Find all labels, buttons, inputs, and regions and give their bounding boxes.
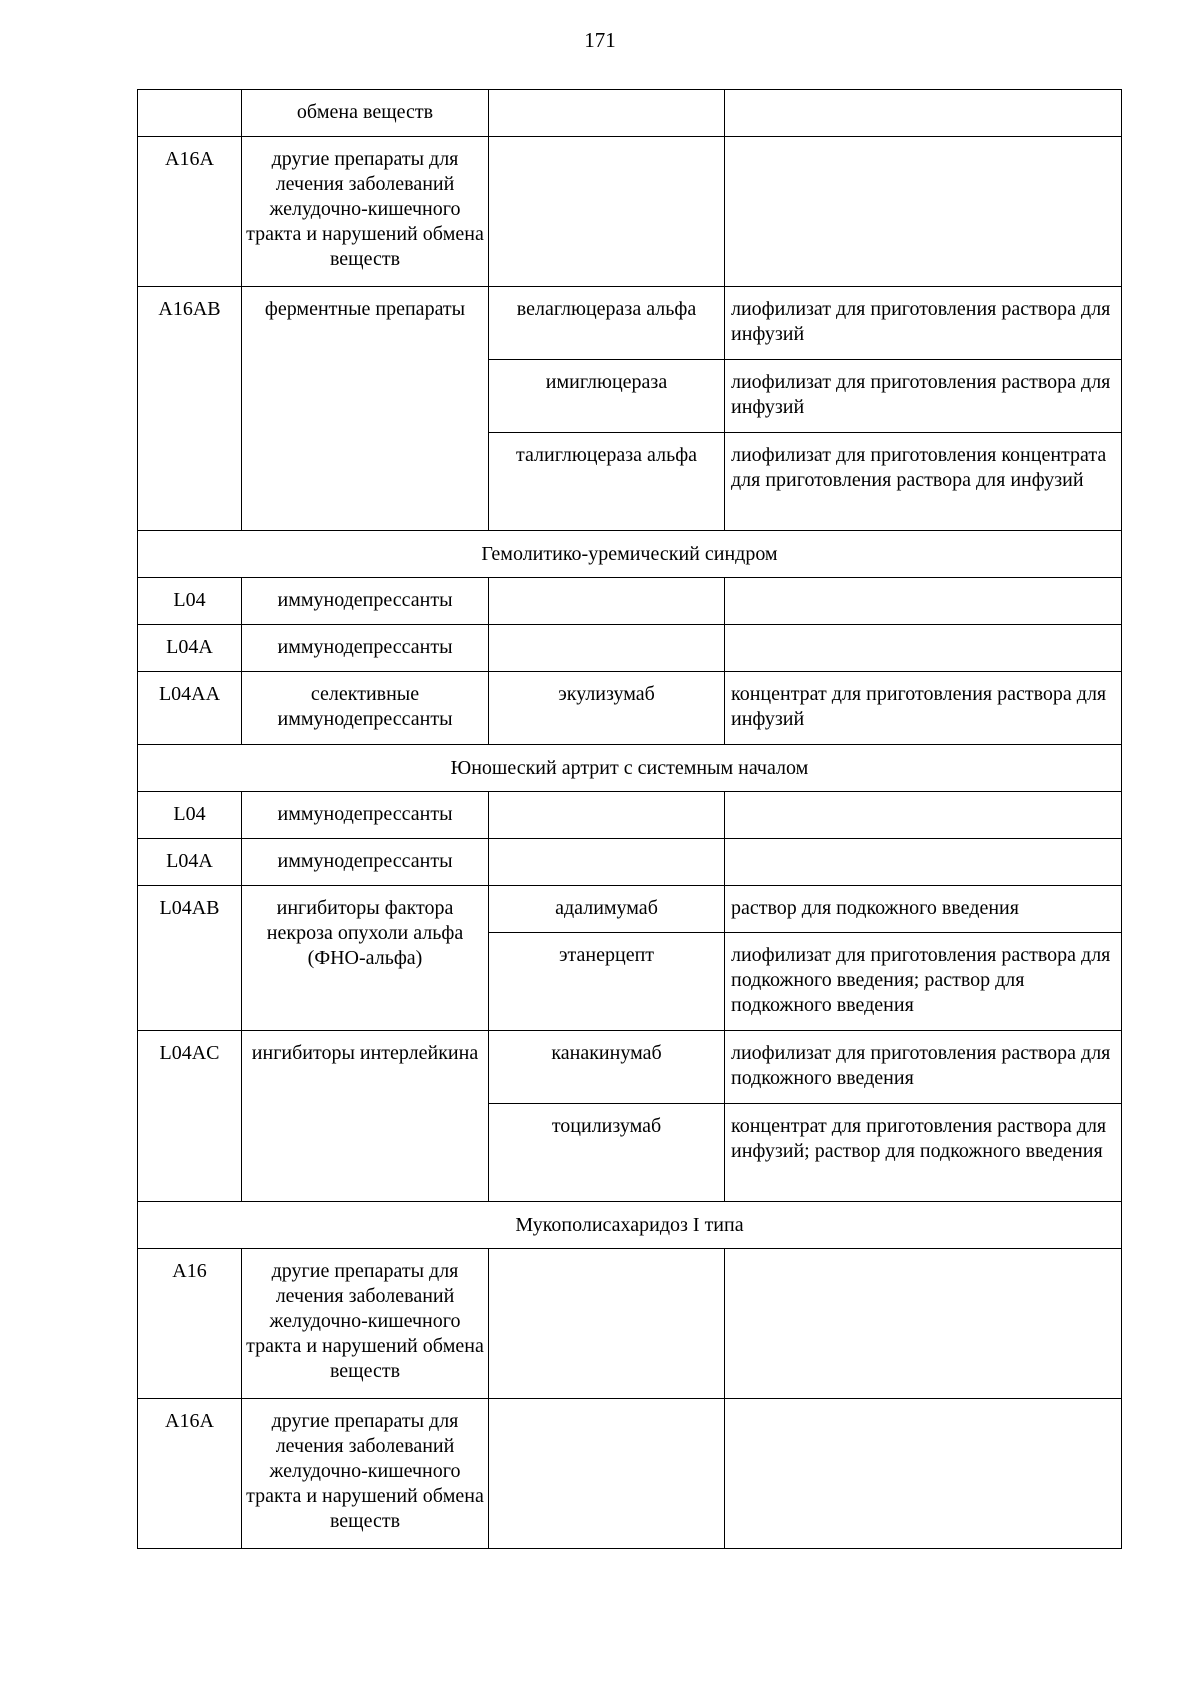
drug-cell xyxy=(489,578,725,625)
atc-code-cell: A16AB xyxy=(138,287,242,531)
form-cell xyxy=(725,839,1122,886)
group-cell: ферментные препараты xyxy=(242,287,489,531)
section-heading: Гемолитико-уремический синдром xyxy=(138,531,1122,578)
drug-cell xyxy=(489,625,725,672)
drug-cell: канакинумаб xyxy=(489,1031,725,1104)
drug-cell: адалимумаб xyxy=(489,886,725,933)
atc-code-cell: L04 xyxy=(138,792,242,839)
group-cell: другие препараты для лечения заболеваний желудочно-кишечного тракта и нарушений обмена веществ xyxy=(242,1249,489,1399)
form-cell xyxy=(725,578,1122,625)
atc-code-cell: L04A xyxy=(138,625,242,672)
group-cell: обмена веществ xyxy=(242,90,489,137)
table-row xyxy=(138,287,1122,360)
section-row xyxy=(138,745,1122,792)
table-row xyxy=(138,672,1122,745)
atc-code-cell: A16 xyxy=(138,1249,242,1399)
form-cell: лиофилизат для приготовления раствора для подкожного введения xyxy=(725,1031,1122,1104)
group-cell: ингибиторы фактора некроза опухоли альфа (ФНО-альфа) xyxy=(242,886,489,1031)
group-cell: другие препараты для лечения заболеваний желудочно-кишечного тракта и нарушений обмена веществ xyxy=(242,1399,489,1549)
form-cell: концентрат для приготовления раствора для инфузий; раствор для подкожного введения xyxy=(725,1104,1122,1202)
form-cell xyxy=(725,792,1122,839)
form-cell xyxy=(725,1399,1122,1549)
section-heading: Мукополисахаридоз I типа xyxy=(138,1202,1122,1249)
form-cell: лиофилизат для приготовления раствора для подкожного введения; раствор для подкожного введения xyxy=(725,933,1122,1031)
drug-cell: экулизумаб xyxy=(489,672,725,745)
table-row xyxy=(138,839,1122,886)
atc-code-cell: L04AA xyxy=(138,672,242,745)
group-cell: иммунодепрессанты xyxy=(242,792,489,839)
form-cell: лиофилизат для приготовления раствора для инфузий xyxy=(725,287,1122,360)
table-row xyxy=(138,1249,1122,1399)
form-cell: раствор для подкожного введения xyxy=(725,886,1122,933)
form-cell: лиофилизат для приготовления концентрата для приготовления раствора для инфузий xyxy=(725,433,1122,531)
atc-code-cell xyxy=(138,90,242,137)
drug-cell xyxy=(489,792,725,839)
form-cell xyxy=(725,90,1122,137)
drug-cell xyxy=(489,1399,725,1549)
table-row xyxy=(138,578,1122,625)
drug-cell: этанерцепт xyxy=(489,933,725,1031)
section-row xyxy=(138,1202,1122,1249)
drug-cell: талиглюцераза альфа xyxy=(489,433,725,531)
group-cell: другие препараты для лечения заболеваний желудочно-кишечного тракта и нарушений обмена веществ xyxy=(242,137,489,287)
drug-cell xyxy=(489,839,725,886)
atc-code-cell: A16A xyxy=(138,137,242,287)
drug-cell xyxy=(489,137,725,287)
atc-code-cell: L04AB xyxy=(138,886,242,1031)
table-row xyxy=(138,792,1122,839)
form-cell xyxy=(725,137,1122,287)
table-row xyxy=(138,90,1122,137)
drug-cell: имиглюцераза xyxy=(489,360,725,433)
group-cell: ингибиторы интерлейкина xyxy=(242,1031,489,1202)
page-number: 171 xyxy=(584,28,616,52)
atc-code-cell: A16A xyxy=(138,1399,242,1549)
form-cell xyxy=(725,1249,1122,1399)
drug-cell xyxy=(489,1249,725,1399)
table-row xyxy=(138,137,1122,287)
atc-code-cell: L04A xyxy=(138,839,242,886)
group-cell: иммунодепрессанты xyxy=(242,578,489,625)
drug-table xyxy=(137,89,1122,1549)
form-cell: лиофилизат для приготовления раствора для инфузий xyxy=(725,360,1122,433)
section-row xyxy=(138,531,1122,578)
form-cell xyxy=(725,625,1122,672)
table-row xyxy=(138,886,1122,933)
group-cell: селективные иммунодепрессанты xyxy=(242,672,489,745)
section-heading: Юношеский артрит с системным началом xyxy=(138,745,1122,792)
table-row xyxy=(138,1399,1122,1549)
atc-code-cell: L04AC xyxy=(138,1031,242,1202)
group-cell: иммунодепрессанты xyxy=(242,625,489,672)
drug-cell xyxy=(489,90,725,137)
drug-cell: тоцилизумаб xyxy=(489,1104,725,1202)
form-cell: концентрат для приготовления раствора для инфузий xyxy=(725,672,1122,745)
atc-code-cell: L04 xyxy=(138,578,242,625)
drug-cell: велаглюцераза альфа xyxy=(489,287,725,360)
table-row xyxy=(138,625,1122,672)
group-cell: иммунодепрессанты xyxy=(242,839,489,886)
table-row xyxy=(138,1031,1122,1104)
